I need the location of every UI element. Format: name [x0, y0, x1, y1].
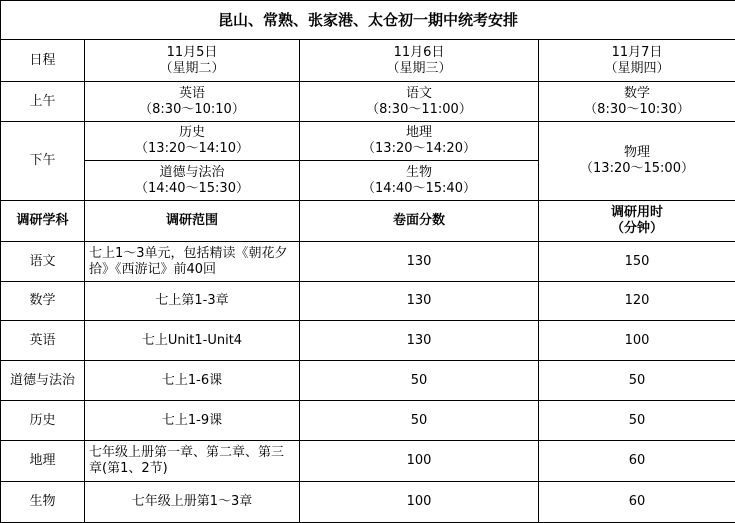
row-scope: 七年级上册第一章、第二章、第三章(第1、2节)	[85, 441, 300, 482]
morning-row	[1, 82, 735, 122]
exam-slot	[300, 82, 539, 122]
slot-subject: 物理	[543, 145, 731, 161]
row-scope: 七年级上册第1～3章	[85, 482, 300, 523]
slot-time: （13:20～14:20）	[304, 141, 534, 157]
row-duration: 50	[539, 401, 735, 441]
row-duration: 60	[539, 482, 735, 523]
table-row	[1, 401, 735, 441]
schedule-date-row	[1, 40, 735, 82]
row-score: 100	[300, 482, 539, 523]
day-header	[300, 40, 539, 82]
slot-time: （14:40～15:40）	[304, 181, 534, 197]
row-scope: 七上1～3单元，包括精读《朝花夕拾》《西游记》前40回	[85, 242, 300, 282]
slot-time: （13:20～14:10）	[89, 141, 295, 157]
row-duration: 60	[539, 441, 735, 482]
day-date: 11月7日	[543, 45, 731, 61]
row-score: 130	[300, 321, 539, 361]
slot-subject: 地理	[304, 125, 534, 141]
duration-header-line2: （分钟）	[543, 221, 731, 237]
row-subject: 地理	[1, 441, 85, 482]
row-subject: 道德与法治	[1, 361, 85, 401]
row-duration: 150	[539, 242, 735, 282]
column-header-scope: 调研范围	[85, 201, 300, 242]
page-title: 昆山、常熟、张家港、太仓初一期中统考安排	[1, 1, 735, 40]
slot-subject: 语文	[304, 86, 534, 102]
table-row	[1, 482, 735, 523]
exam-slot	[300, 161, 539, 201]
row-subject: 语文	[1, 242, 85, 282]
row-scope: 七上1-6课	[85, 361, 300, 401]
day-weekday: （星期四）	[543, 61, 731, 77]
day-date: 11月6日	[304, 45, 534, 61]
row-subject: 历史	[1, 401, 85, 441]
slot-time: （14:40～15:30）	[89, 181, 295, 197]
exam-slot	[85, 82, 300, 122]
column-header-duration	[539, 201, 735, 242]
row-subject: 英语	[1, 321, 85, 361]
exam-slot	[539, 82, 735, 122]
research-header-row	[1, 201, 735, 242]
slot-subject: 道德与法治	[89, 165, 295, 181]
day-weekday: （星期三）	[304, 61, 534, 77]
slot-subject: 生物	[304, 165, 534, 181]
exam-slot	[85, 122, 300, 161]
slot-time: （8:30～11:00）	[304, 102, 534, 118]
slot-time: （13:20～15:00）	[543, 161, 731, 177]
afternoon-row-1	[1, 122, 735, 161]
slot-subject: 英语	[89, 86, 295, 102]
table-row	[1, 441, 735, 482]
exam-slot	[539, 122, 735, 201]
row-score: 50	[300, 401, 539, 441]
row-subject: 数学	[1, 282, 85, 321]
day-weekday: （星期二）	[89, 61, 295, 77]
exam-slot	[85, 161, 300, 201]
row-score: 50	[300, 361, 539, 401]
day-header	[85, 40, 300, 82]
day-date: 11月5日	[89, 45, 295, 61]
row-score: 130	[300, 242, 539, 282]
slot-subject: 历史	[89, 125, 295, 141]
table-row	[1, 242, 735, 282]
slot-time: （8:30～10:30）	[543, 102, 731, 118]
column-header-subject: 调研学科	[1, 201, 85, 242]
slot-subject: 数学	[543, 86, 731, 102]
row-score: 130	[300, 282, 539, 321]
duration-header-line1: 调研用时	[543, 205, 731, 221]
row-duration: 120	[539, 282, 735, 321]
row-subject: 生物	[1, 482, 85, 523]
column-header-score: 卷面分数	[300, 201, 539, 242]
table-row	[1, 361, 735, 401]
row-duration: 100	[539, 321, 735, 361]
day-header	[539, 40, 735, 82]
row-scope: 七上Unit1-Unit4	[85, 321, 300, 361]
row-scope: 七上第1-3章	[85, 282, 300, 321]
table-row	[1, 321, 735, 361]
row-score: 100	[300, 441, 539, 482]
slot-time: （8:30～10:10）	[89, 102, 295, 118]
row-scope: 七上1-9课	[85, 401, 300, 441]
table-row	[1, 282, 735, 321]
schedule-label: 日程	[1, 40, 85, 82]
afternoon-label: 下午	[1, 122, 85, 201]
exam-slot	[300, 122, 539, 161]
morning-label: 上午	[1, 82, 85, 122]
row-duration: 50	[539, 361, 735, 401]
